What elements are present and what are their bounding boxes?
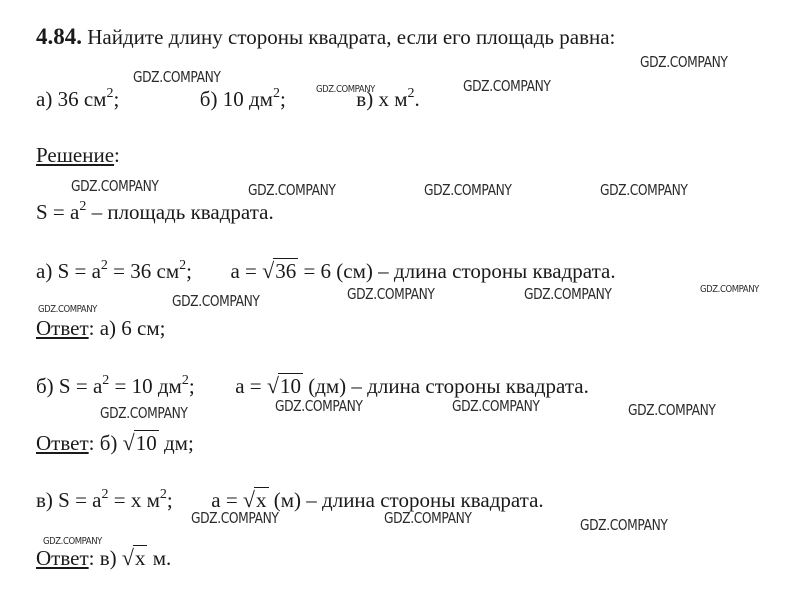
watermark: GDZ.COMPANY (191, 509, 279, 527)
answer-a: Ответ: а) 6 см; (36, 316, 166, 340)
answer-b: Ответ: б) √10 дм; (36, 430, 194, 455)
watermark: GDZ.COMPANY (347, 285, 435, 303)
solution-part-b: б) $S = a^2 = 10$ $дм^2$; a = √10 (дм) – длина стороны квадрата. (36, 373, 589, 398)
watermark: GDZ.COMPANY (640, 53, 728, 71)
watermark: GDZ.COMPANY (71, 177, 159, 195)
watermark: GDZ.COMPANY (316, 84, 375, 95)
answer-c: Ответ: в) √x м. (36, 545, 172, 570)
watermark: GDZ.COMPANY (700, 284, 759, 295)
watermark: GDZ.COMPANY (424, 181, 512, 199)
problem-text: Найдите длину стороны квадрата, если его площадь равна: (87, 25, 616, 49)
watermark: GDZ.COMPANY (524, 285, 612, 303)
watermark: GDZ.COMPANY (172, 292, 260, 310)
watermark: GDZ.COMPANY (43, 536, 102, 547)
watermark: GDZ.COMPANY (248, 181, 336, 199)
solution-heading: Решение: (36, 143, 120, 167)
watermark: GDZ.COMPANY (384, 509, 472, 527)
sqrt-x: √x (242, 487, 267, 512)
option-b: б) 10 $дм^2$; (199, 86, 286, 111)
watermark: GDZ.COMPANY (100, 404, 188, 422)
option-c: в) x $м^2$. (356, 86, 420, 111)
watermark: GDZ.COMPANY (628, 401, 716, 419)
watermark: GDZ.COMPANY (38, 304, 97, 315)
watermark: GDZ.COMPANY (600, 181, 688, 199)
sqrt-36: √36 (262, 258, 297, 283)
watermark: GDZ.COMPANY (133, 68, 221, 86)
option-a: а) 36 $см^2$; (36, 86, 120, 111)
sqrt-x-answer: √x (121, 545, 146, 570)
watermark: GDZ.COMPANY (275, 397, 363, 415)
problem-statement (36, 24, 615, 50)
area-definition: $S = a^2$ – площадь квадрата. (36, 199, 274, 224)
watermark: GDZ.COMPANY (463, 77, 551, 95)
solution-part-a: а) $S = a^2 = 36$ $см^2$; a = √36 = 6 (см) – длина стороны квадрата. (36, 258, 616, 283)
sqrt-10-answer: √10 (122, 430, 157, 455)
solution-part-c: в) $S = a^2 = x$ $м^2$; a = √x (м) – длина стороны квадрата. (36, 487, 544, 512)
watermark: GDZ.COMPANY (580, 516, 668, 534)
problem-number: 4.84. (36, 24, 82, 49)
watermark: GDZ.COMPANY (452, 397, 540, 415)
sqrt-10: √10 (266, 373, 301, 398)
